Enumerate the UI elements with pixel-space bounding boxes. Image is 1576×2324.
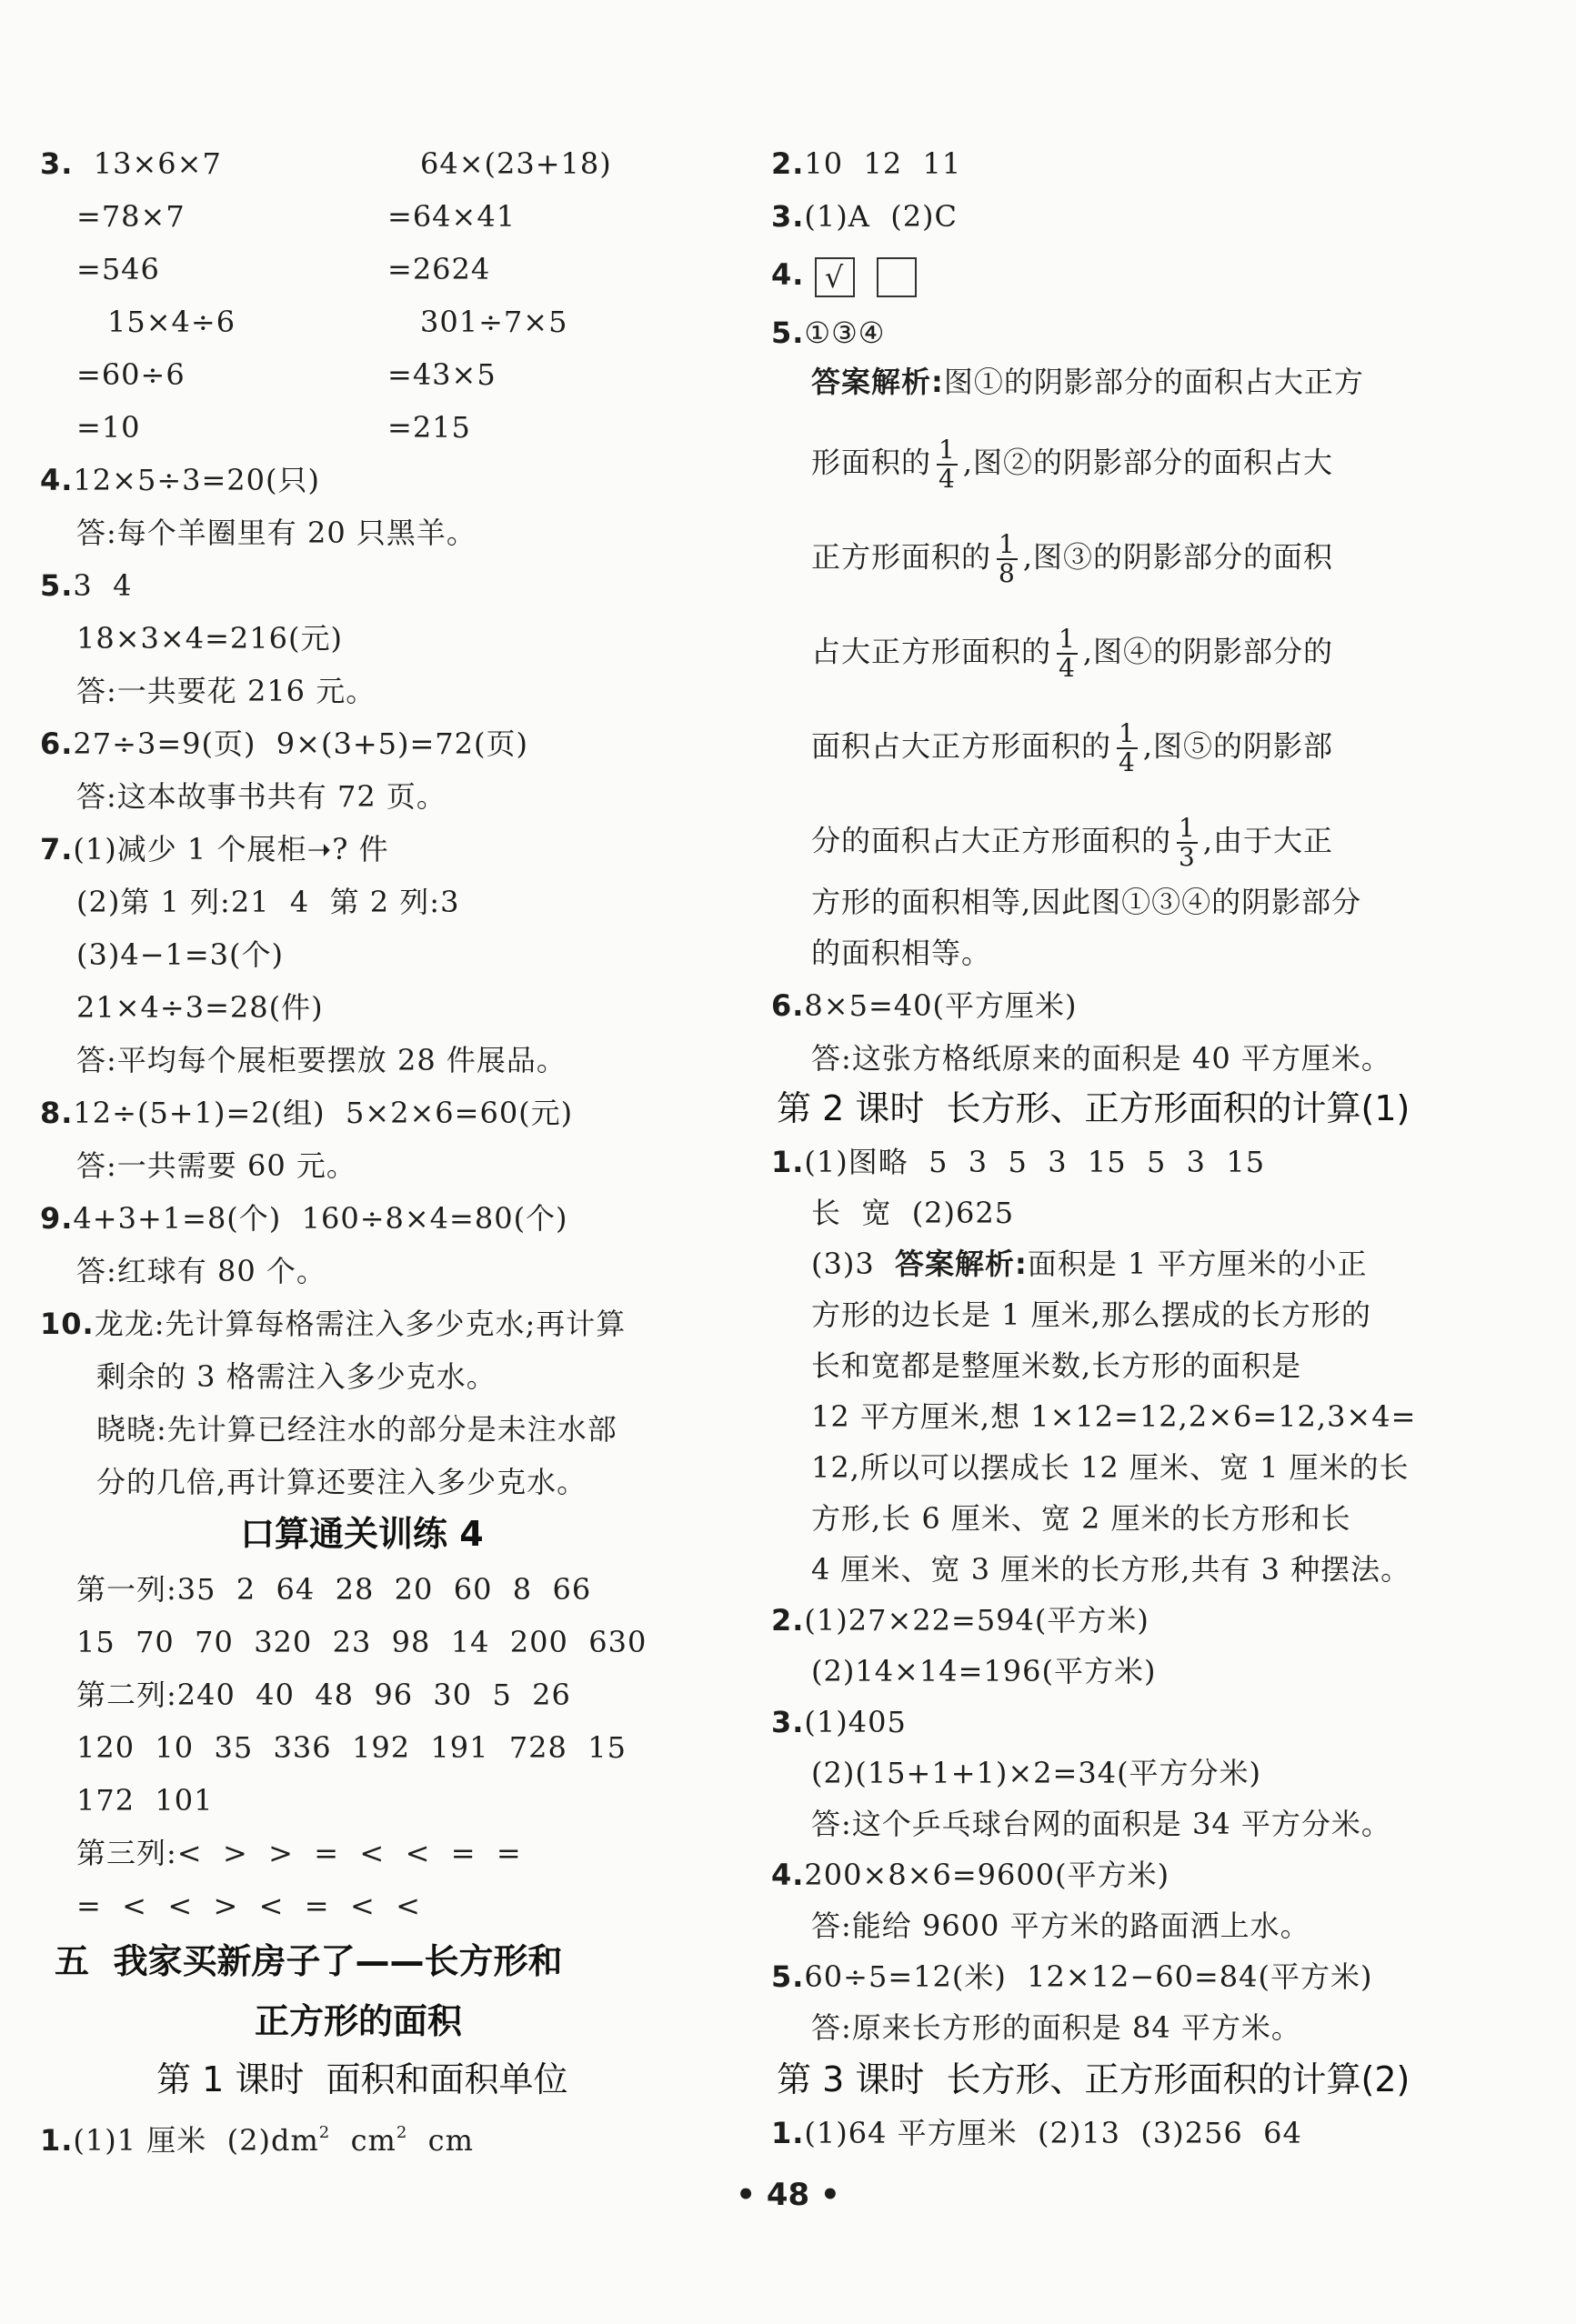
explain-line3: 正方形面积的 $\frac{1}{8}$ ,图③的阴影部分的面积: [811, 529, 1334, 588]
q3-line1-b: 64×(23+18): [420, 146, 612, 181]
l2-q1-line: 1.(1)图略 5 3 5 3 15 5 3 15: [771, 1145, 1266, 1179]
l2-q1-line7: 12,所以可以摆成长 12 厘米、宽 1 厘米的长: [811, 1450, 1410, 1485]
fraction-1-3: $\frac{1}{3}$: [1179, 813, 1196, 872]
check-box-checked: √: [815, 257, 855, 297]
unit-title-line2: 正方形的面积: [255, 2001, 463, 2041]
oral-training-title: 口算通关训练 4: [240, 1514, 484, 1554]
r-q4-line: 4. √: [771, 255, 939, 295]
q5-line: 5.3 4: [40, 568, 133, 603]
l2-q3-answer: 答:这个乒乓球台网的面积是 34 平方分米。: [811, 1807, 1391, 1841]
l2-q1-line2: 长 宽 (2)625: [811, 1196, 1015, 1230]
lesson3-title: 第 3 课时 长方形、正方形面积的计算(2): [777, 2059, 1410, 2099]
l2-q1-line3: (3)3 答案解析:面积是 1 平方厘米的小正: [811, 1247, 1368, 1281]
l2-q4-line: 4.200×8×6=9600(平方米): [771, 1858, 1170, 1892]
q3-line4-a: 15×4÷6: [107, 305, 236, 339]
l2-q3-line: 3.(1)405: [771, 1705, 907, 1739]
oral-row1a: 第一列:35 2 64 28 20 60 8 66: [76, 1572, 592, 1607]
q5-line2: 18×3×4=216(元): [76, 621, 343, 656]
q7-line3: (3)4−1=3(个): [76, 937, 285, 972]
q3-line2-b: =64×41: [387, 199, 517, 234]
check-box-empty: [877, 257, 917, 297]
l2-q2-line: 2.(1)27×22=594(平方米): [771, 1603, 1149, 1638]
unit-title-line1: 五 我家买新房子了——长方形和: [55, 1941, 563, 1981]
r-q6-answer: 答:这张方格纸原来的面积是 40 平方厘米。: [811, 1041, 1391, 1076]
explain-line4: 占大正方形面积的 $\frac{1}{4}$ ,图④的阴影部分的: [811, 624, 1334, 683]
r-q6-line: 6.8×5=40(平方厘米): [771, 988, 1078, 1023]
q4-line: 4.12×5÷3=20(只): [40, 463, 320, 497]
l2-q2-line2: (2)14×14=196(平方米): [811, 1654, 1157, 1688]
q3-line3-b: =2624: [387, 252, 491, 286]
l2-q5-line: 5.60÷5=12(米) 12×12−60=84(平方米): [771, 1959, 1373, 1994]
q7-line4: 21×4÷3=28(件): [76, 990, 324, 1025]
q9-line: 9.4+3+1=8(个) 160÷8×4=80(个): [40, 1201, 568, 1236]
q9-answer: 答:红球有 80 个。: [76, 1254, 326, 1288]
q7-answer: 答:平均每个展柜要摆放 28 件展品。: [76, 1043, 567, 1077]
l2-q1-line8: 方形,长 6 厘米、宽 2 厘米的长方形和长: [811, 1501, 1351, 1536]
explain-line5: 面积占大正方形面积的 $\frac{1}{4}$ ,图⑤的阴影部: [811, 718, 1334, 777]
r-q5-line: 5.①③④: [771, 316, 886, 350]
l2-q3-line2: (2)(15+1+1)×2=34(平方分米): [811, 1756, 1262, 1790]
fraction-1-8: $\frac{1}{8}$: [999, 529, 1016, 588]
lesson2-title: 第 2 课时 长方形、正方形面积的计算(1): [777, 1088, 1410, 1128]
q10-line2: 剩余的 3 格需注入多少克水。: [96, 1359, 497, 1394]
oral-row2b: 120 10 35 336 192 191 728 15: [76, 1730, 627, 1765]
q3-line4-b: 301÷7×5: [420, 305, 568, 339]
explain-line1: 答案解析:图①的阴影部分的面积占大正方: [811, 365, 1364, 399]
q3-line5-b: =43×5: [387, 357, 497, 392]
q3-line2-a: =78×7: [76, 199, 186, 234]
q6-line: 6.27÷3=9(页) 9×(3+5)=72(页): [40, 726, 528, 761]
q3-line6-b: =215: [387, 410, 471, 445]
page-number: • 48 •: [736, 2177, 840, 2213]
q3-line6-a: =10: [76, 410, 141, 445]
q10-line: 10.龙龙:先计算每格需注入多少克水;再计算: [40, 1307, 627, 1341]
explain-line8: 的面积相等。: [811, 936, 992, 970]
explain-line6: 分的面积占大正方形面积的 $\frac{1}{3}$ ,由于大正: [811, 813, 1334, 872]
l2-q5-answer: 答:原来长方形的面积是 84 平方米。: [811, 2010, 1301, 2045]
l2-q4-answer: 答:能给 9600 平方米的路面洒上水。: [811, 1908, 1310, 1943]
fraction-1-4c: $\frac{1}{4}$: [1119, 718, 1136, 777]
l2-q1-line6: 12 平方厘米,想 1×12=12,2×6=12,3×4=: [811, 1399, 1417, 1434]
lesson1-q1: 1.(1)1 厘米 $(2)dm^2$ $cm^2$ cm: [40, 2123, 474, 2158]
lesson1-title: 第 1 课时 面积和面积单位: [156, 2059, 568, 2099]
explain-line2: 形面积的 $\frac{1}{4}$ ,图②的阴影部分的面积占大: [811, 435, 1334, 494]
q7-line: 7.(1)减少 1 个展柜➝? 件: [40, 832, 389, 866]
oral-row2c: 172 101: [76, 1783, 214, 1818]
r-q2-line: 2.10 12 11: [771, 146, 962, 181]
q8-answer: 答:一共需要 60 元。: [76, 1148, 356, 1183]
oral-row1b: 15 70 70 320 23 98 14 200 630: [76, 1625, 647, 1659]
l3-q1-line: 1.(1)64 平方厘米 (2)13 (3)256 64: [771, 2116, 1302, 2150]
q6-answer: 答:这本故事书共有 72 页。: [76, 779, 447, 814]
q3-line1: 3. 13×6×7: [40, 146, 222, 181]
oral-row2a: 第二列:240 40 48 96 30 5 26: [76, 1678, 571, 1712]
l2-q1-line9: 4 厘米、宽 3 厘米的长方形,共有 3 种摆法。: [811, 1552, 1411, 1587]
q7-line2: (2)第 1 列:21 4 第 2 列:3: [76, 885, 460, 919]
q5-answer: 答:一共要花 216 元。: [76, 674, 376, 708]
fraction-1-4: $\frac{1}{4}$: [939, 435, 956, 494]
r-q3-line: 3.(1)A (2)C: [771, 199, 959, 234]
q10-line3: 晓晓:先计算已经注水的部分是未注水部: [96, 1412, 617, 1447]
fraction-1-4b: $\frac{1}{4}$: [1059, 624, 1076, 683]
q10-line4: 分的几倍,再计算还要注入多少克水。: [96, 1465, 587, 1499]
q3-line3-a: =546: [76, 252, 160, 286]
oral-row3b: = < < > < = < <: [76, 1888, 421, 1923]
l2-q1-line4: 方形的边长是 1 厘米,那么摆成的长方形的: [811, 1297, 1371, 1332]
q8-line: 8.12÷(5+1)=2(组) 5×2×6=60(元): [40, 1096, 574, 1130]
q4-answer: 答:每个羊圈里有 20 只黑羊。: [76, 516, 477, 550]
l2-q1-line5: 长和宽都是整厘米数,长方形的面积是: [811, 1348, 1302, 1383]
oral-row3a: 第三列:< > > = < < = =: [76, 1836, 522, 1870]
q3-line5-a: =60÷6: [76, 357, 186, 392]
explain-line7: 方形的面积相等,因此图①③④的阴影部分: [811, 885, 1362, 919]
